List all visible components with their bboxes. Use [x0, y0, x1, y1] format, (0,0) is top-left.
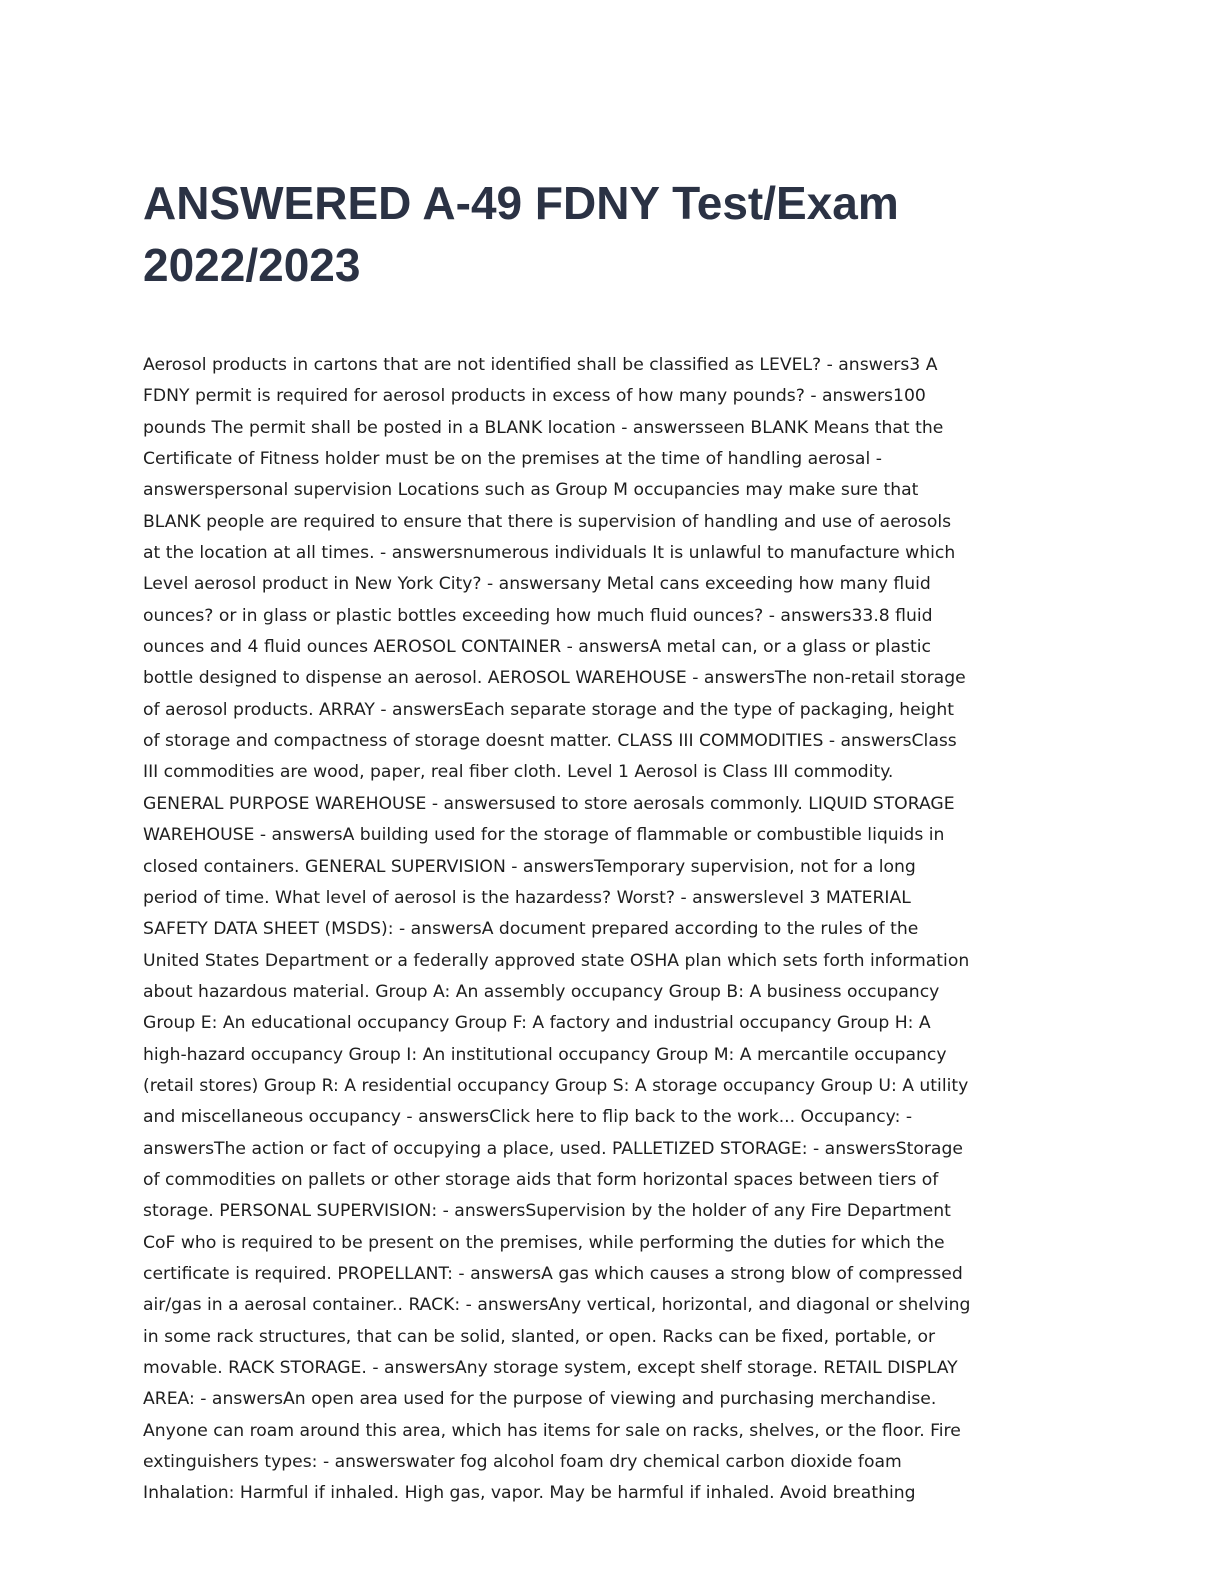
body-line: BLANK people are required to ensure that there is supervision of handling and use of aerosols — [143, 511, 952, 532]
body-line: of aerosol products. ARRAY - answersEach separate storage and the type of packaging, height — [143, 699, 954, 720]
body-line: air/gas in a aerosal container.. RACK: - answersAny vertical, horizontal, and diagonal or shelving — [143, 1295, 971, 1316]
body-line: (retail stores) Group R: A residential occupancy Group S: A storage occupancy Group U: A utility — [143, 1075, 969, 1096]
body-line: period of time. What level of aerosol is the hazardess? Worst? - answerslevel 3 MATERIAL — [143, 887, 911, 908]
body-line: Inhalation: Harmful if inhaled. High gas, vapor. May be harmful if inhaled. Avoid breathing — [143, 1483, 916, 1504]
body-line: closed containers. GENERAL SUPERVISION - answersTemporary supervision, not for a long — [143, 856, 916, 877]
body-line: high-hazard occupancy Group I: An institutional occupancy Group M: A mercantile occupancy — [143, 1044, 947, 1065]
body-line: WAREHOUSE - answersA building used for the storage of flammable or combustible liquids in — [143, 825, 945, 846]
body-line: Group E: An educational occupancy Group F: A factory and industrial occupancy Group H: A — [143, 1013, 931, 1034]
body-line: Level aerosol product in New York City? - answersany Metal cans exceeding how many fluid — [143, 574, 931, 595]
body-line: certificate is required. PROPELLANT: - answersA gas which causes a strong blow of compressed — [143, 1263, 963, 1284]
body-line: answersThe action or fact of occupying a place, used. PALLETIZED STORAGE: - answersStorage — [143, 1138, 963, 1159]
title-line: 2022/2023 — [143, 239, 361, 291]
body-line: at the location at all times. - answersnumerous individuals It is unlawful to manufacture which — [143, 543, 956, 564]
body-line: AREA: - answersAn open area used for the purpose of viewing and purchasing merchandise. — [143, 1389, 937, 1410]
body-line: about hazardous material. Group A: An assembly occupancy Group B: A business occupancy — [143, 981, 940, 1002]
body-line: and miscellaneous occupancy - answersClick here to flip back to the work... Occupancy: - — [143, 1107, 913, 1128]
body-line: of storage and compactness of storage doesnt matter. CLASS III COMMODITIES - answersClass — [143, 731, 957, 752]
body-line: ounces? or in glass or plastic bottles exceeding how much fluid ounces? - answers33.8 fluid — [143, 605, 933, 626]
body-line: storage. PERSONAL SUPERVISION: - answersSupervision by the holder of any Fire Department — [143, 1201, 951, 1222]
body-line: Certificate of Fitness holder must be on the premises at the time of handling aerosal - — [143, 449, 882, 470]
body-line: FDNY permit is required for aerosol products in excess of how many pounds? - answers100 — [143, 386, 926, 407]
body-line: Aerosol products in cartons that are not identified shall be classified as LEVEL? - answers3 A — [143, 355, 938, 375]
body-line: ounces and 4 fluid ounces AEROSOL CONTAINER - answersA metal can, or a glass or plastic — [143, 637, 931, 658]
body-line: extinguishers types: - answerswater fog alcohol foam dry chemical carbon dioxide foam — [143, 1452, 902, 1473]
body-line: CoF who is required to be present on the premises, while performing the duties for which the — [143, 1232, 945, 1253]
body-line: bottle designed to dispense an aerosol. AEROSOL WAREHOUSE - answersThe non-retail storage — [143, 668, 966, 689]
body-line: in some rack structures, that can be solid, slanted, or open. Racks can be fixed, portable, or — [143, 1326, 936, 1347]
body-line: GENERAL PURPOSE WAREHOUSE - answersused to store aerosals commonly. LIQUID STORAGE — [143, 793, 955, 814]
body-line: answerspersonal supervision Locations such as Group M occupancies may make sure that — [143, 480, 919, 501]
body-line: SAFETY DATA SHEET (MSDS): - answersA document prepared according to the rules of the — [143, 919, 919, 940]
body-line: United States Department or a federally approved state OSHA plan which sets forth information — [143, 950, 970, 971]
body-line: movable. RACK STORAGE. - answersAny storage system, except shelf storage. RETAIL DISPLAY — [143, 1358, 958, 1378]
body-line: pounds The permit shall be posted in a BLANK location - answersseen BLANK Means that the — [143, 417, 944, 438]
body-line: of commodities on pallets or other storage aids that form horizontal spaces between tiers of — [143, 1169, 939, 1190]
body-line: Anyone can roam around this area, which has items for sale on racks, shelves, or the floor. Fire — [143, 1420, 961, 1441]
page-title — [143, 172, 1103, 296]
body-text — [143, 350, 1083, 1510]
body-line: III commodities are wood, paper, real fiber cloth. Level 1 Aerosol is Class III commodity. — [143, 762, 894, 783]
title-line: ANSWERED A-49 FDNY Test/Exam — [143, 177, 899, 229]
